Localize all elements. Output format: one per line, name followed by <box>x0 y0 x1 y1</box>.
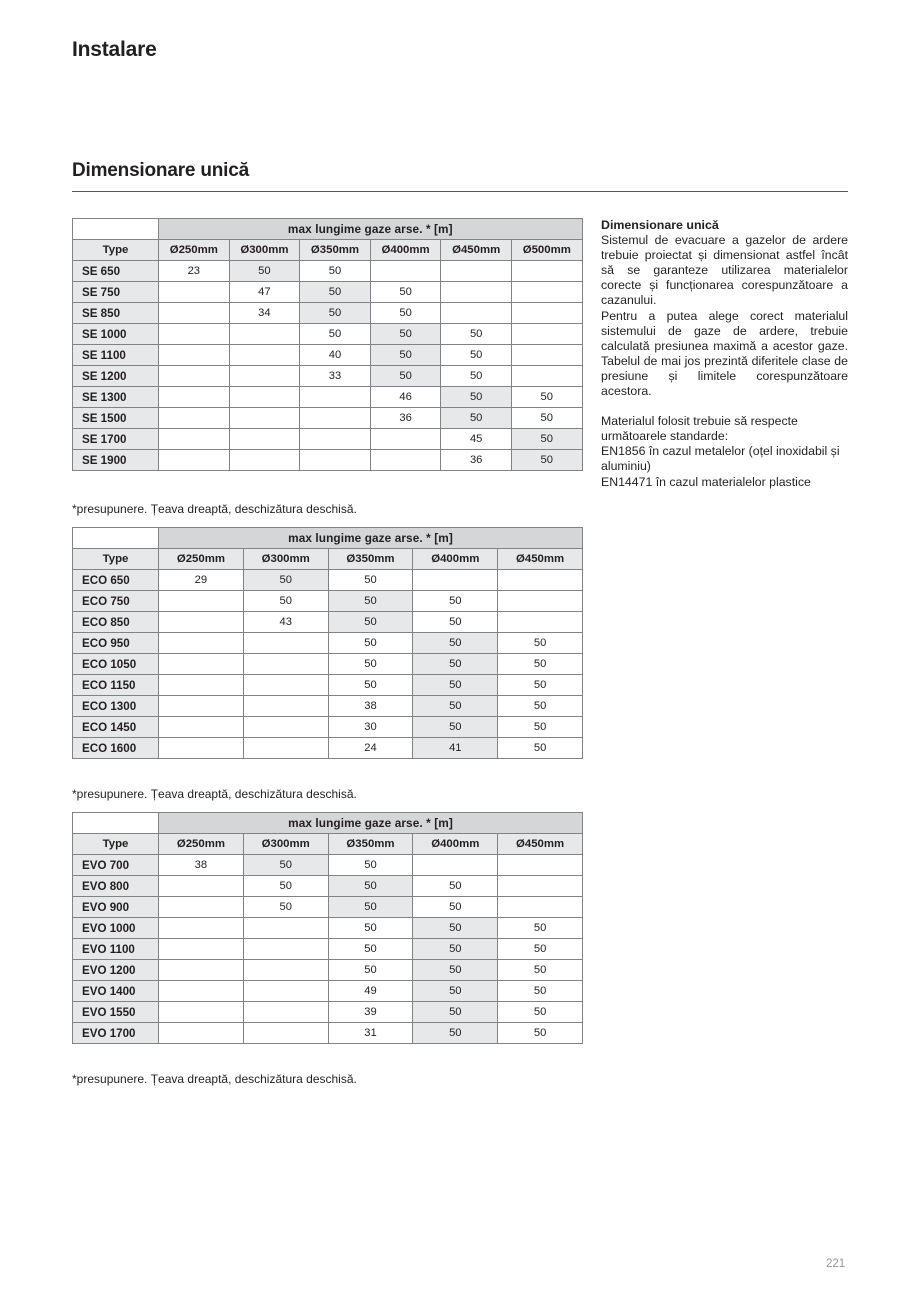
table-cell: 50 <box>370 303 441 324</box>
table-cell: 50 <box>441 408 512 429</box>
table-cell <box>229 387 300 408</box>
footnote-evo: *presupunere. Țeava dreaptă, deschizătura deschisă. <box>72 1072 357 1086</box>
table-cell <box>159 654 244 675</box>
table-cell: 50 <box>370 324 441 345</box>
table-cell <box>159 591 244 612</box>
column-header-type: Type <box>73 240 159 261</box>
table-band-label: max lungime gaze arse. * [m] <box>159 219 583 240</box>
row-header-type: ECO 1050 <box>73 654 159 675</box>
row-header-type: SE 750 <box>73 282 159 303</box>
table-cell <box>159 960 244 981</box>
column-header-diameter-2: Ø300mm <box>229 240 300 261</box>
table-cell: 50 <box>328 960 413 981</box>
column-header-diameter-4: Ø400mm <box>413 834 498 855</box>
table-cell: 40 <box>300 345 371 366</box>
row-header-type: EVO 1700 <box>73 1023 159 1044</box>
table-cell <box>159 717 244 738</box>
row-header-type: EVO 1200 <box>73 960 159 981</box>
table-row <box>73 960 583 981</box>
table-cell <box>511 324 582 345</box>
table-cell: 31 <box>328 1023 413 1044</box>
table-cell: 46 <box>370 387 441 408</box>
table-cell: 33 <box>300 366 371 387</box>
table-cell: 50 <box>300 324 371 345</box>
row-header-type: ECO 950 <box>73 633 159 654</box>
table-row <box>73 366 583 387</box>
table-cell: 50 <box>370 282 441 303</box>
row-header-type: SE 1500 <box>73 408 159 429</box>
table-row <box>73 696 583 717</box>
table-cell: 47 <box>229 282 300 303</box>
table-cell: 50 <box>441 366 512 387</box>
row-header-type: ECO 1300 <box>73 696 159 717</box>
table-row <box>73 876 583 897</box>
table-cell: 50 <box>328 939 413 960</box>
table-cell <box>243 939 328 960</box>
table-cell: 50 <box>413 897 498 918</box>
table-row <box>73 675 583 696</box>
table-cell: 50 <box>498 918 583 939</box>
table-row <box>73 429 583 450</box>
row-header-type: EVO 1100 <box>73 939 159 960</box>
table-row <box>73 1002 583 1023</box>
table-cell <box>229 324 300 345</box>
table-cell <box>511 303 582 324</box>
table-cell: 50 <box>243 570 328 591</box>
table-cell: 49 <box>328 981 413 1002</box>
sidebar-paragraph-4: EN1856 în cazul metalelor (oțel inoxidabil și aluminiu) <box>601 444 840 474</box>
table-cell: 50 <box>511 387 582 408</box>
table-cell <box>159 303 230 324</box>
row-header-type: ECO 650 <box>73 570 159 591</box>
table-row <box>73 654 583 675</box>
column-header-diameter-1: Ø250mm <box>159 240 230 261</box>
table-cell <box>300 408 371 429</box>
table-row <box>73 897 583 918</box>
table-cell <box>229 345 300 366</box>
table-cell: 50 <box>328 570 413 591</box>
row-header-type: ECO 1600 <box>73 738 159 759</box>
sidebar-paragraph-2: Pentru a putea alege corect materialul sistemului de gaze de ardere, trebuie calculată presiunea maximă a acestor gaze. Tabelul de mai jos prezintă diferitele clase de presiune și limitele corespunzătoare acestora. <box>601 308 848 399</box>
table-cell: 50 <box>498 696 583 717</box>
table-cell <box>370 429 441 450</box>
table-cell: 50 <box>498 738 583 759</box>
sidebar-spacer <box>601 399 848 414</box>
table-cell: 50 <box>243 876 328 897</box>
table-cell <box>498 876 583 897</box>
table-cell: 50 <box>370 366 441 387</box>
table-cell: 50 <box>229 261 300 282</box>
table-cell <box>498 570 583 591</box>
table-cell: 41 <box>413 738 498 759</box>
table-cell <box>159 1002 244 1023</box>
row-header-type: ECO 750 <box>73 591 159 612</box>
table-cell <box>243 654 328 675</box>
table-cell <box>159 738 244 759</box>
table-cell <box>300 387 371 408</box>
table-cell: 50 <box>511 429 582 450</box>
table-row <box>73 612 583 633</box>
table-row <box>73 345 583 366</box>
table-cell: 50 <box>413 918 498 939</box>
table-cell <box>159 876 244 897</box>
table-cell <box>243 1023 328 1044</box>
table-cell: 50 <box>511 450 582 471</box>
table-cell: 50 <box>413 1023 498 1044</box>
table-cell: 43 <box>243 612 328 633</box>
table-cell <box>159 324 230 345</box>
column-header-type: Type <box>73 834 159 855</box>
row-header-type: EVO 800 <box>73 876 159 897</box>
page-title: Instalare <box>72 38 157 61</box>
table-cell <box>159 387 230 408</box>
table-cell: 50 <box>498 1023 583 1044</box>
table-row <box>73 1023 583 1044</box>
table-cell <box>300 450 371 471</box>
table-cell <box>159 981 244 1002</box>
table-cell: 50 <box>498 633 583 654</box>
table-cell: 38 <box>328 696 413 717</box>
table-cell: 50 <box>413 1002 498 1023</box>
table-cell <box>159 612 244 633</box>
table-cell <box>159 1023 244 1044</box>
column-header-diameter-5: Ø450mm <box>498 549 583 570</box>
table-cell: 50 <box>328 591 413 612</box>
row-header-type: ECO 850 <box>73 612 159 633</box>
table-cell <box>159 345 230 366</box>
table-cell: 50 <box>300 282 371 303</box>
table-cell <box>229 450 300 471</box>
table-cell <box>243 1002 328 1023</box>
table-cell <box>159 918 244 939</box>
table-band-label: max lungime gaze arse. * [m] <box>159 813 583 834</box>
row-header-type: SE 1000 <box>73 324 159 345</box>
table-cell <box>498 855 583 876</box>
column-header-type: Type <box>73 549 159 570</box>
table-cell: 36 <box>370 408 441 429</box>
column-header-diameter-4: Ø400mm <box>413 549 498 570</box>
table-cell <box>511 366 582 387</box>
table-row <box>73 981 583 1002</box>
table-cell: 36 <box>441 450 512 471</box>
sidebar-paragraph-5: EN14471 în cazul materialelor plastice <box>601 474 811 489</box>
row-header-type: ECO 1150 <box>73 675 159 696</box>
table-row <box>73 387 583 408</box>
table-cell: 29 <box>159 570 244 591</box>
table-cell: 50 <box>413 717 498 738</box>
table-cell <box>159 633 244 654</box>
table-cell: 30 <box>328 717 413 738</box>
table-cell <box>498 897 583 918</box>
row-header-type: EVO 700 <box>73 855 159 876</box>
table-cell <box>413 570 498 591</box>
table-cell <box>159 429 230 450</box>
table-eco <box>72 527 583 759</box>
table-cell: 50 <box>413 612 498 633</box>
column-header-diameter-2: Ø300mm <box>243 834 328 855</box>
table-cell: 50 <box>413 960 498 981</box>
table-cell: 38 <box>159 855 244 876</box>
table-row <box>73 939 583 960</box>
table-cell: 23 <box>159 261 230 282</box>
table-cell: 50 <box>328 876 413 897</box>
table-cell: 50 <box>413 633 498 654</box>
table-cell: 50 <box>498 1002 583 1023</box>
footnote-se: *presupunere. Țeava dreaptă, deschizătura deschisă. <box>72 502 357 516</box>
table-cell <box>159 696 244 717</box>
table-cell: 50 <box>441 345 512 366</box>
table-cell <box>159 450 230 471</box>
table-row <box>73 738 583 759</box>
table-cell <box>243 696 328 717</box>
table-row <box>73 570 583 591</box>
table-cell: 50 <box>300 261 371 282</box>
table-cell <box>243 675 328 696</box>
table-cell <box>243 960 328 981</box>
table-cell <box>370 450 441 471</box>
sidebar-paragraph-1: Sistemul de evacuare a gazelor de ardere trebuie proiectat și dimensionat astfel încât să se garanteze utilizarea materialelor corecte și funcționarea corespunzătoare a cazanului. <box>601 233 848 308</box>
row-header-type: EVO 1000 <box>73 918 159 939</box>
table-cell: 45 <box>441 429 512 450</box>
table-row <box>73 282 583 303</box>
table-cell <box>413 855 498 876</box>
column-header-diameter-1: Ø250mm <box>159 834 244 855</box>
table-cell: 50 <box>328 855 413 876</box>
table-row <box>73 261 583 282</box>
table-cell <box>159 897 244 918</box>
table-cell <box>159 939 244 960</box>
table-cell <box>441 303 512 324</box>
table-cell: 50 <box>498 654 583 675</box>
table-corner-cell <box>73 813 159 834</box>
column-header-diameter-5: Ø450mm <box>441 240 512 261</box>
table-evo <box>72 812 583 1044</box>
table-cell: 50 <box>413 876 498 897</box>
table-cell: 50 <box>498 717 583 738</box>
table-cell: 50 <box>328 675 413 696</box>
table-cell <box>229 408 300 429</box>
column-header-diameter-3: Ø350mm <box>328 549 413 570</box>
row-header-type: ECO 1450 <box>73 717 159 738</box>
table-cell: 50 <box>328 918 413 939</box>
table-row <box>73 408 583 429</box>
table-cell: 50 <box>413 654 498 675</box>
footnote-eco: *presupunere. Țeava dreaptă, deschizătura deschisă. <box>72 787 357 801</box>
column-header-diameter-1: Ø250mm <box>159 549 244 570</box>
table-cell: 50 <box>441 324 512 345</box>
table-cell <box>300 429 371 450</box>
sidebar-heading: Dimensionare unică <box>601 218 719 232</box>
table-cell: 24 <box>328 738 413 759</box>
table-cell: 50 <box>498 960 583 981</box>
table-corner-cell <box>73 219 159 240</box>
table-cell: 39 <box>328 1002 413 1023</box>
section-divider <box>72 191 848 192</box>
table-cell: 50 <box>413 591 498 612</box>
sidebar-notes <box>601 218 848 490</box>
table-band-row <box>73 219 583 240</box>
table-row <box>73 918 583 939</box>
row-header-type: SE 650 <box>73 261 159 282</box>
table-cell: 50 <box>243 591 328 612</box>
row-header-type: EVO 1550 <box>73 1002 159 1023</box>
table-row <box>73 450 583 471</box>
column-header-diameter-6: Ø500mm <box>511 240 582 261</box>
table-cell: 50 <box>413 981 498 1002</box>
table-cell: 34 <box>229 303 300 324</box>
table-cell: 50 <box>498 939 583 960</box>
table-cell <box>511 282 582 303</box>
table-cell <box>159 408 230 429</box>
table-cell: 50 <box>243 855 328 876</box>
table-cell <box>511 261 582 282</box>
section-heading: Dimensionare unică <box>72 160 249 181</box>
table-row <box>73 633 583 654</box>
table-cell <box>243 717 328 738</box>
table-cell <box>441 261 512 282</box>
table-band-row <box>73 813 583 834</box>
table-header-row <box>73 549 583 570</box>
table-cell <box>243 981 328 1002</box>
row-header-type: EVO 900 <box>73 897 159 918</box>
table-cell <box>511 345 582 366</box>
table-cell: 50 <box>300 303 371 324</box>
table-cell: 50 <box>328 897 413 918</box>
row-header-type: SE 1100 <box>73 345 159 366</box>
row-header-type: SE 1900 <box>73 450 159 471</box>
table-row <box>73 303 583 324</box>
table-cell <box>243 633 328 654</box>
table-cell <box>159 675 244 696</box>
sidebar-paragraph-3: Materialul folosit trebuie să respecte următoarele standarde: <box>601 414 798 444</box>
row-header-type: SE 1700 <box>73 429 159 450</box>
table-header-row <box>73 834 583 855</box>
table-cell <box>441 282 512 303</box>
row-header-type: EVO 1400 <box>73 981 159 1002</box>
table-cell: 50 <box>413 696 498 717</box>
table-cell: 50 <box>413 675 498 696</box>
column-header-diameter-2: Ø300mm <box>243 549 328 570</box>
table-cell <box>229 429 300 450</box>
table-band-label: max lungime gaze arse. * [m] <box>159 528 583 549</box>
row-header-type: SE 850 <box>73 303 159 324</box>
table-cell: 50 <box>328 612 413 633</box>
table-row <box>73 591 583 612</box>
table-cell: 50 <box>328 654 413 675</box>
column-header-diameter-5: Ø450mm <box>498 834 583 855</box>
table-cell <box>498 612 583 633</box>
table-cell: 50 <box>498 675 583 696</box>
table-cell: 50 <box>328 633 413 654</box>
table-cell: 50 <box>441 387 512 408</box>
page-number: 221 <box>826 1258 846 1270</box>
row-header-type: SE 1200 <box>73 366 159 387</box>
table-cell <box>243 918 328 939</box>
table-cell <box>243 738 328 759</box>
row-header-type: SE 1300 <box>73 387 159 408</box>
table-cell: 50 <box>498 981 583 1002</box>
table-cell: 50 <box>243 897 328 918</box>
table-row <box>73 717 583 738</box>
table-se <box>72 218 583 471</box>
column-header-diameter-3: Ø350mm <box>328 834 413 855</box>
table-cell: 50 <box>511 408 582 429</box>
table-row <box>73 855 583 876</box>
table-band-row <box>73 528 583 549</box>
table-header-row <box>73 240 583 261</box>
table-cell <box>498 591 583 612</box>
table-cell <box>159 282 230 303</box>
table-cell <box>159 366 230 387</box>
column-header-diameter-4: Ø400mm <box>370 240 441 261</box>
table-cell <box>229 366 300 387</box>
table-corner-cell <box>73 528 159 549</box>
table-cell <box>370 261 441 282</box>
table-cell: 50 <box>370 345 441 366</box>
column-header-diameter-3: Ø350mm <box>300 240 371 261</box>
table-cell: 50 <box>413 939 498 960</box>
table-row <box>73 324 583 345</box>
